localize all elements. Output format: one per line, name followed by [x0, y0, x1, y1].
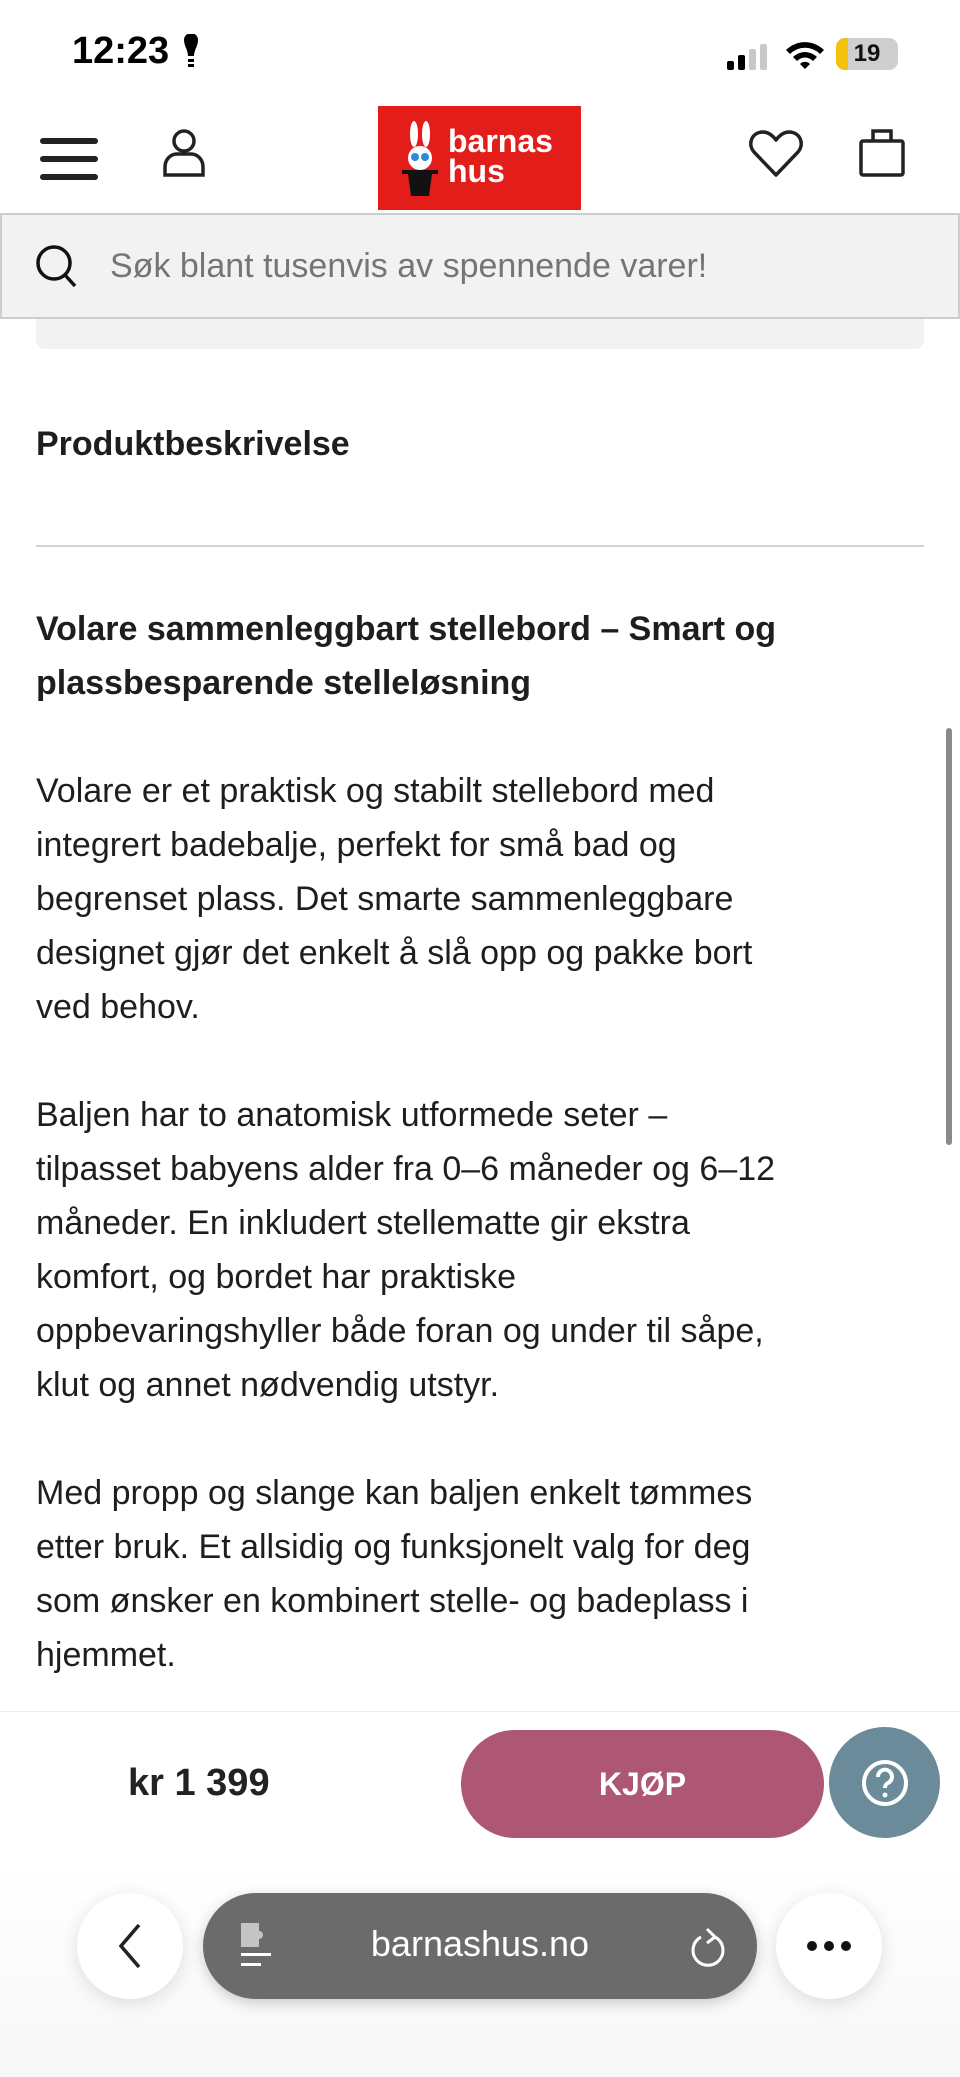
text-line: oppbevaringshyller både foran og under til såpe, — [36, 1312, 764, 1350]
description-paragraph — [36, 1088, 936, 1412]
shopping-bag-icon[interactable] — [858, 126, 906, 178]
battery-level: 19 — [853, 40, 881, 67]
divider — [36, 545, 924, 547]
wifi-icon — [784, 38, 826, 70]
address-bar[interactable] — [203, 1893, 757, 1999]
question-circle-icon — [860, 1758, 910, 1808]
logo-line-2: hus — [448, 153, 505, 189]
description-heading — [36, 602, 936, 710]
flashlight-icon — [182, 34, 200, 70]
text-line: begrenset plass. Det smarte sammenleggbare — [36, 880, 734, 918]
wishlist-heart-icon[interactable] — [749, 130, 803, 178]
text-line: tilpasset babyens alder fra 0–6 måneder og 6–12 — [36, 1150, 776, 1188]
search-icon — [34, 243, 80, 289]
reload-icon[interactable] — [687, 1925, 727, 1969]
cellular-signal-icon — [727, 44, 771, 70]
text-line: måneder. En inkludert stellematte gir ekstra — [36, 1204, 690, 1242]
chevron-left-icon — [115, 1921, 145, 1971]
heading-line: plassbesparende stelleløsning — [36, 664, 532, 702]
text-line: Med propp og slange kan baljen enkelt tømmes — [36, 1474, 753, 1512]
more-options-button[interactable] — [776, 1893, 882, 1999]
battery-indicator — [836, 38, 898, 70]
price: kr 1 399 — [128, 1762, 270, 1804]
text-line: Volare er et praktisk og stabilt stellebord med — [36, 772, 715, 810]
search-bar[interactable] — [0, 213, 960, 319]
collapsed-panel — [36, 319, 924, 349]
rabbit-hat-icon — [400, 120, 440, 200]
text-line: ved behov. — [36, 988, 200, 1026]
back-button[interactable] — [77, 1893, 183, 1999]
text-line: integrert badebalje, perfekt for små bad og — [36, 826, 677, 864]
search-input[interactable] — [110, 247, 930, 286]
help-button[interactable] — [829, 1727, 940, 1838]
section-title-product-description[interactable]: Produktbeskrivelse — [36, 425, 350, 463]
menu-icon[interactable] — [40, 138, 98, 180]
text-line: designet gjør det enkelt å slå opp og pakke bort — [36, 934, 753, 972]
buy-button[interactable]: KJØP — [461, 1730, 824, 1838]
description-paragraph — [36, 1466, 936, 1682]
barnashus-logo[interactable] — [378, 106, 581, 210]
text-line: Baljen har to anatomisk utformede seter – — [36, 1096, 668, 1134]
logo-line-1: barnas — [448, 123, 553, 159]
product-description — [36, 602, 936, 1682]
url-text: barnashus.no — [370, 1923, 590, 1964]
status-time: 12:23 — [72, 30, 170, 72]
account-icon[interactable] — [162, 128, 206, 178]
text-line: komfort, og bordet har praktiske — [36, 1258, 517, 1296]
text-line: hjemmet. — [36, 1636, 176, 1674]
text-line: klut og annet nødvendig utstyr. — [36, 1366, 500, 1404]
text-line: etter bruk. Et allsidig og funksjonelt valg for deg — [36, 1528, 751, 1566]
scrollbar[interactable] — [946, 728, 952, 1145]
description-paragraph — [36, 764, 936, 1034]
heading-line: Volare sammenleggbart stellebord – Smart og — [36, 610, 777, 648]
text-line: som ønsker en kombinert stelle- og badeplass i — [36, 1582, 749, 1620]
ellipsis-icon — [806, 1940, 852, 1952]
